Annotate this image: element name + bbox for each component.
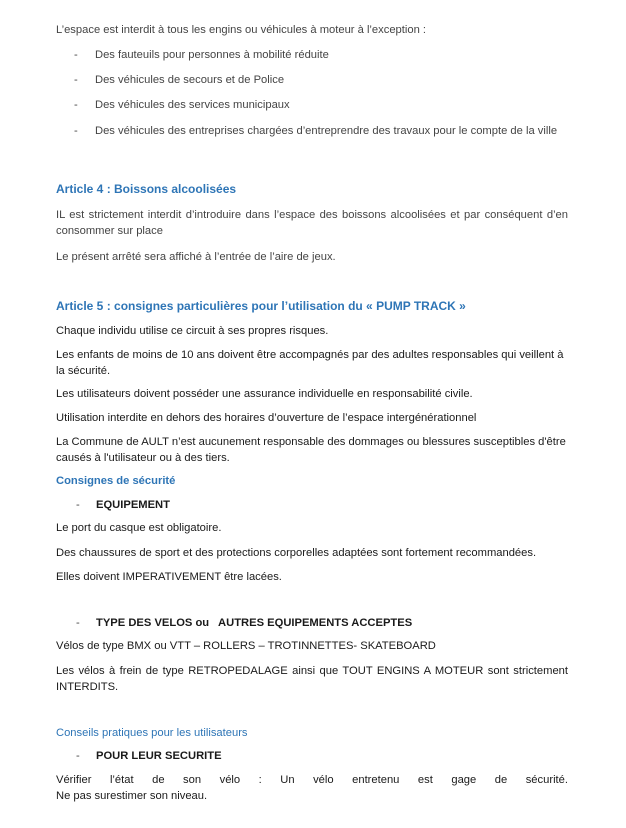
safety-title: Consignes de sécurité xyxy=(56,475,176,487)
list-dash: - xyxy=(76,499,80,511)
article-4-notice: Le présent arrêté sera affiché à l’entrée de l’aire de jeux. xyxy=(56,251,336,263)
list-dash: - xyxy=(74,99,78,111)
types-paragraph: Vélos de type BMX ou VTT – ROLLERS – TROTINNETTES- SKATEBOARD xyxy=(56,640,436,652)
article-4-paragraph: IL est strictement interdit d’introduire dans l’espace des boissons alcoolisées et par conséquent d’en consommer sur place xyxy=(56,209,568,237)
list-item: Des véhicules des services municipaux xyxy=(95,99,290,111)
list-dash: - xyxy=(76,750,80,762)
list-dash: - xyxy=(76,617,80,629)
equipment-heading: EQUIPEMENT xyxy=(96,499,170,511)
intro-text: L’espace est interdit à tous les engins ou véhicules à moteur à l’exception : xyxy=(56,24,427,36)
article-5-paragraph: Utilisation interdite en dehors des horaires d’ouverture de l’espace intergénérationnel xyxy=(56,412,477,424)
article-4-title: Article 4 : Boissons alcoolisées xyxy=(56,182,237,196)
list-dash: - xyxy=(74,125,78,137)
list-dash: - xyxy=(74,74,78,86)
types-paragraph: Les vélos à frein de type RETROPEDALAGE ainsi que TOUT ENGINS A MOTEUR sont strictement INTERDITS. xyxy=(56,665,568,693)
equipment-paragraph: Le port du casque est obligatoire. xyxy=(56,522,222,534)
advice-title: Conseils pratiques pour les utilisateurs xyxy=(56,727,248,739)
types-heading: TYPE DES VELOS ou AUTRES EQUIPEMENTS ACCEPTES xyxy=(96,617,413,629)
list-dash: - xyxy=(74,49,78,61)
equipment-paragraph: Des chaussures de sport et des protections corporelles adaptées sont fortement recommandées. xyxy=(56,547,537,559)
security-paragraph: Vérifier l’état de son vélo : Un vélo entretenu est gage de sécurité. xyxy=(56,774,568,786)
list-item: Des fauteuils pour personnes à mobilité réduite xyxy=(95,49,329,61)
article-5-paragraph: Les enfants de moins de 10 ans doivent être accompagnés par des adultes responsables qui veillent à la sécurité. xyxy=(56,349,564,377)
security-paragraph: Ne pas surestimer son niveau. xyxy=(56,790,208,802)
list-item: Des véhicules de secours et de Police xyxy=(95,74,285,86)
security-heading: POUR LEUR SECURITE xyxy=(96,750,222,762)
article-5-paragraph: Chaque individu utilise ce circuit à ses propres risques. xyxy=(56,325,329,337)
equipment-paragraph: Elles doivent IMPERATIVEMENT être lacées. xyxy=(56,571,282,583)
article-5-paragraph: Les utilisateurs doivent posséder une assurance individuelle en responsabilité civile. xyxy=(56,388,473,400)
article-5-paragraph: La Commune de AULT n’est aucunement responsable des dommages ou blessures susceptibles d'être causés à l'utilisateur ou à des tiers. xyxy=(56,436,566,464)
article-5-title: Article 5 : consignes particulières pour l’utilisation du « PUMP TRACK » xyxy=(56,299,466,313)
list-item: Des véhicules des entreprises chargées d’entreprendre des travaux pour le compte de la ville xyxy=(95,125,558,137)
